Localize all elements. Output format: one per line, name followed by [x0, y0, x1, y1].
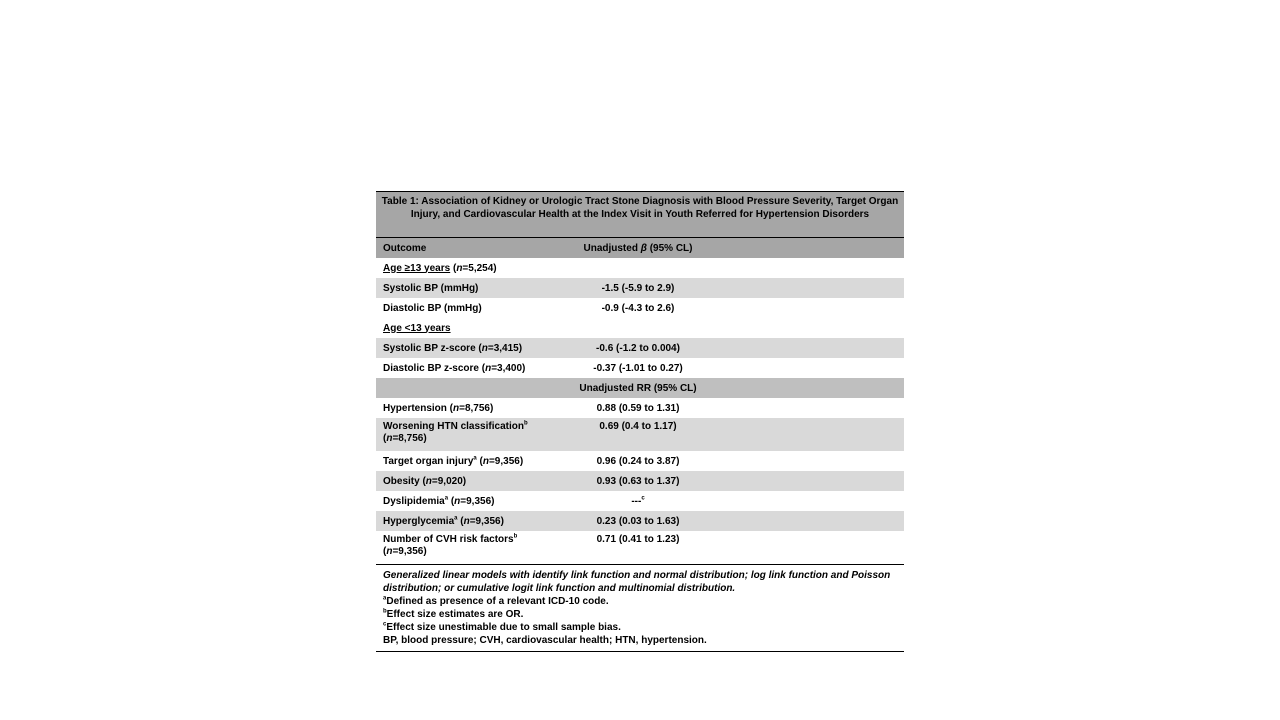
footnote-model: Generalized linear models with identify link function and normal distribution; log link function and Poisson distribution; or cumulative logit link function and multinomial distribution. [383, 570, 891, 594]
section-age-under-13 [376, 318, 904, 338]
table-title: Table 1: Association of Kidney or Urologic Tract Stone Diagnosis with Blood Pressure Severity, Target Organ Injury, and Cardiovascular Health at the Index Visit in Youth Referred for Hypertension Disorders [376, 191, 904, 238]
header-outcome: Outcome [383, 242, 427, 254]
table-row: Diastolic BP z-score (n=3,400) -0.37 (-1.01 to 0.27) [383, 362, 683, 374]
footnote-b: $^b$Effect size estimates are OR. [383, 608, 524, 620]
table-row: Target organ injury$^a$ (n=9,356) 0.96 (0.24 to 3.87) [383, 455, 680, 467]
section-label: Age ≥13 years [383, 262, 451, 274]
table-footnotes [376, 564, 904, 652]
rr-header: Unadjusted RR (95% CL) [579, 382, 697, 394]
table-row: Hypertension (n=8,756) 0.88 (0.59 to 1.31) [383, 402, 680, 414]
table-row: Diastolic BP (mmHg) -0.9 (-4.3 to 2.6) [383, 302, 675, 314]
footnote-a: $^a$Defined as presence of a relevant ICD-10 code. [383, 595, 609, 607]
table-row: Systolic BP (mmHg) -1.5 (-5.9 to 2.9) [376, 278, 904, 298]
table-row: Worsening HTN classification$^b$ (n=8,756) 0.69 (0.4 to 1.17) [376, 418, 904, 451]
section-age-13-plus: Age ≥13 years (n=5,254) [383, 262, 497, 274]
table-header-row [376, 238, 904, 258]
section-label: Age <13 years [383, 322, 451, 334]
footnote-c: $^c$Effect size unestimable due to small sample bias. [383, 621, 621, 633]
results-table [376, 191, 904, 652]
footnote-abbreviations: BP, blood pressure; CVH, cardiovascular health; HTN, hypertension. [383, 635, 707, 646]
table-row: Dyslipidemia$^a$ (n=9,356) ---$^c$ [383, 495, 645, 507]
rr-header-row [376, 378, 904, 398]
table-row: Systolic BP z-score (n=3,415) -0.6 (-1.2 to 0.004) [376, 338, 904, 358]
table-row: Hyperglycemia$^a$ (n=9,356) 0.23 (0.03 to 1.63) [376, 511, 904, 531]
table-row: Obesity (n=9,020) 0.93 (0.63 to 1.37) [376, 471, 904, 491]
table-row: Number of CVH risk factors$^b$ (n=9,356) 0.71 (0.41 to 1.23) [383, 533, 680, 557]
header-effect: Unadjusted β (95% CL) [583, 242, 693, 254]
